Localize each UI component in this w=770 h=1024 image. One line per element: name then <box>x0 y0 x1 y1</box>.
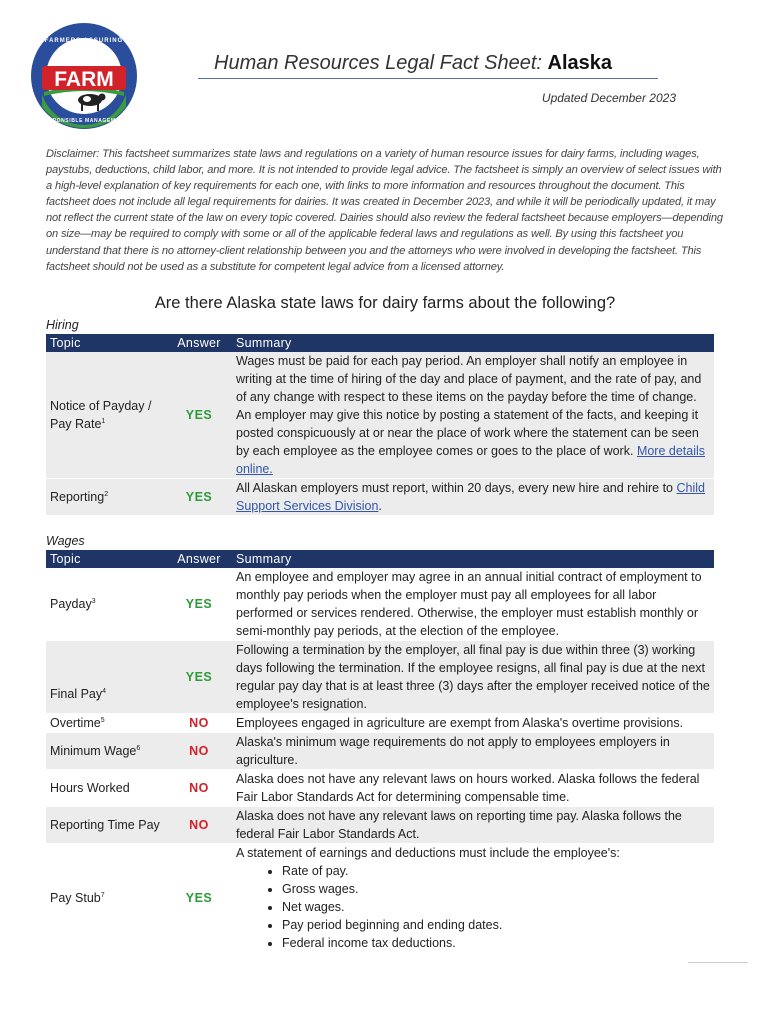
row-topic: Overtime$^5$ <box>46 714 166 733</box>
table-header-row <box>46 334 714 352</box>
row-topic: Hours Worked <box>46 770 166 807</box>
row-summary: Alaska does not have any relevant laws on reporting time pay. Alaska follows the federal Fair Labor Standards Act. <box>232 807 714 844</box>
list-item: • Net wages. <box>282 898 710 916</box>
list-item: • Federal income tax deductions. <box>282 934 710 952</box>
col-answer: Answer <box>166 550 232 568</box>
footer-divider <box>688 962 748 963</box>
updated-date: Updated December 2023 <box>541 91 676 105</box>
table-row <box>46 714 714 733</box>
row-topic: Minimum Wage$^6$ <box>46 733 166 770</box>
section-label-hiring: Hiring <box>46 318 79 332</box>
row-summary: All Alaskan employers must report, within 20 days, every new hire and rehire to Child Support Services Division. <box>232 479 714 516</box>
col-summary: Summary <box>232 550 714 568</box>
wages-table <box>46 550 714 953</box>
row-topic: Pay Stub$^7$ <box>46 844 166 953</box>
col-answer: Answer <box>166 334 232 352</box>
row-topic: Reporting Time Pay <box>46 807 166 844</box>
child-support-link[interactable]: Child Support Services Division <box>236 481 705 513</box>
row-topic: Final Pay$^4$ <box>46 641 166 714</box>
table-row <box>46 479 714 516</box>
row-answer: NO <box>166 733 232 770</box>
row-answer: YES <box>166 844 232 953</box>
row-summary: A statement of earnings and deductions must include the employee's: • Rate of pay. • Gross wages. • Net wages. • Pay period beginning and ending dates. • Federal income tax deductions. <box>232 844 714 953</box>
row-summary: Alaska's minimum wage requirements do not apply to employees employers in agriculture. <box>232 733 714 770</box>
list-item: • Gross wages. <box>282 880 710 898</box>
svg-text:FARMERS ASSURING: FARMERS ASSURING <box>44 38 124 44</box>
title-divider <box>198 78 658 79</box>
col-topic: Topic <box>46 550 166 568</box>
table-row <box>46 641 714 714</box>
row-topic: Notice of Payday / Pay Rate$^1$ <box>46 352 166 479</box>
row-answer: YES <box>166 479 232 516</box>
row-topic: Payday$^3$ <box>46 568 166 641</box>
disclaimer-text: Disclaimer: This factsheet summarizes state laws and regulations on a variety of human resource issues for dairy farms, including wages, paystubs, deductions, child labor, and more. It is not intended to provide legal advice. The factsheet is simply an overview of select issues with a high-level explanation of key requirements for each one, with links to more information and resources throughout the document. This factsheet does not include all legal requirements for dairies. It was created in December 2023, and while it will be periodically updated, it may not reflect the current state of the law on every topic covered. Dairies should also review the federal factsheet because employers—depending on size—may be required to comply with some or all of the applicable federal laws and regulations as well. By using this factsheet you understand that there is no attorney-client relationship between you and the attorneys who were involved in developing the factsheet. This factsheet should not be used as a substitute for competent legal advice from a licensed attorney. <box>46 148 723 273</box>
farm-logo <box>30 22 138 130</box>
row-answer: YES <box>166 352 232 479</box>
section-label-wages: Wages <box>46 534 85 548</box>
row-summary: Employees engaged in agriculture are exempt from Alaska's overtime provisions. <box>232 714 714 733</box>
table-row <box>46 807 714 844</box>
row-answer: NO <box>166 714 232 733</box>
row-summary: Following a termination by the employer, all final pay is due within three (3) working days following the termination. If the employee resigns, all final pay is due at the next regular pay day that is at least three (3) days after the employer received notice of the employee's resignation. <box>232 641 714 714</box>
row-answer: YES <box>166 568 232 641</box>
row-summary: Wages must be paid for each pay period. An employer shall notify an employee in writing at the time of hiring of the day and place of payment, and the rate of pay, and of any change with respect to these items on the payday before the time of change. An employer may give this notice by posting a statement of the facts, and keeping it posted conspicuously at or near the place of work where the statement can be seen by each employee as the employee comes or goes to the place of work. More details online. <box>232 352 714 479</box>
table-row <box>46 844 714 953</box>
hiring-table <box>46 334 714 516</box>
list-item: • Pay period beginning and ending dates. <box>282 916 710 934</box>
title-state: Alaska <box>547 52 613 74</box>
table-row <box>46 352 714 479</box>
table-header-row <box>46 550 714 568</box>
section-question: Are there Alaska state laws for dairy farms about the following? <box>154 294 616 312</box>
svg-text:RESPONSIBLE MANAGEMENT: RESPONSIBLE MANAGEMENT <box>40 118 128 124</box>
col-topic: Topic <box>46 334 166 352</box>
table-row <box>46 770 714 807</box>
title-prefix: Human Resources Legal Fact Sheet: <box>214 52 542 74</box>
svg-text:FARM: FARM <box>54 68 114 91</box>
row-summary: Alaska does not have any relevant laws on hours worked. Alaska follows the federal Fair Labor Standards Act for determining compensable time. <box>232 770 714 807</box>
table-row <box>46 733 714 770</box>
table-row <box>46 568 714 641</box>
more-details-link[interactable]: More details online. <box>236 444 706 476</box>
row-answer: NO <box>166 807 232 844</box>
row-topic: Reporting$^2$ <box>46 479 166 516</box>
list-item: • Rate of pay. <box>282 862 710 880</box>
row-answer: NO <box>166 770 232 807</box>
pay-stub-list <box>236 862 710 952</box>
row-summary: An employee and employer may agree in an annual initial contract of employment to monthly pay periods when the employer must pay all employees for all labor performed or services rendered. Otherwise, the employer must establish monthly or semi-monthly pay periods, at the election of the employee. <box>232 568 714 641</box>
row-answer: YES <box>166 641 232 714</box>
col-summary: Summary <box>232 334 714 352</box>
page-title <box>214 52 612 75</box>
